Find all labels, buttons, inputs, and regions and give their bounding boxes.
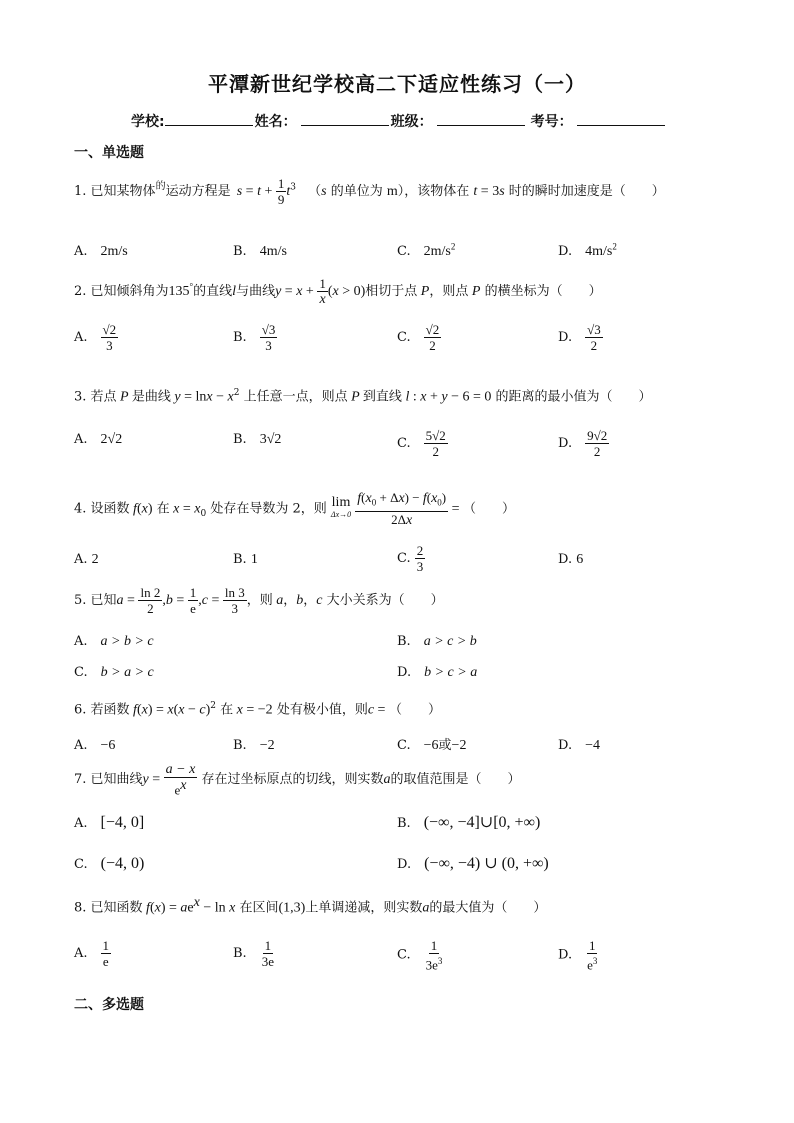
number-blank[interactable] — [577, 111, 665, 126]
name-label: 姓名： — [254, 114, 297, 130]
number-label: 考号： — [530, 114, 573, 130]
question-7: 7. 已知曲线y = $\frac{a - x}{e^x}$ 存在过坐标原点的切线，则实数a的取值范围是（ ） — [74, 762, 521, 798]
name-blank[interactable] — [301, 111, 389, 126]
option-b[interactable]: B. $\frac{√3}{3}$ — [233, 322, 276, 353]
question-number: 3. — [74, 389, 87, 405]
option-a[interactable]: A. $\frac{√2}{3}$ — [74, 322, 117, 353]
school-blank[interactable] — [165, 111, 253, 126]
option-c[interactable]: C. $\frac{5√2}{2}$ — [397, 428, 446, 459]
question-number: 6. — [74, 702, 87, 718]
option-b[interactable]: B. $\frac{1}{3e}$ — [233, 938, 274, 969]
option-d[interactable]: D. b > c > a — [397, 665, 478, 680]
question-text: 已知某物体$^的$运动方程是 — [90, 181, 231, 199]
question-8: 8. 已知函数 $f(x) = ae^x - \ln x$ 在区间(1,3)上单调递减，则实数a的最大值为（ ） — [74, 895, 547, 916]
option-d[interactable]: D. $\frac{9√2}{2}$ — [558, 428, 608, 459]
option-c[interactable]: C. (−4, 0) — [74, 855, 145, 872]
option-b[interactable]: B. 3√2 — [233, 432, 282, 447]
school-label: 学校: — [131, 114, 165, 130]
question-number: 8. — [74, 900, 87, 916]
option-a[interactable]: A. 2√2 — [74, 432, 123, 447]
class-blank[interactable] — [437, 111, 525, 126]
section-heading-single: 一、单选题 — [74, 145, 144, 161]
option-c[interactable]: C. −6或−2 — [397, 738, 467, 753]
option-d[interactable]: D. 6 — [558, 552, 584, 567]
question-1: 1. 已知某物体$^的$运动方程是 s = t + $\frac{1}{9}$ $t^3$ （s 的单位为 m），该物体在 t = 3s 时的瞬时加速度是（ ） — [74, 176, 665, 207]
option-b[interactable]: B. a > c > b — [397, 634, 477, 649]
question-number: 1. — [74, 184, 87, 199]
option-a[interactable]: A. 2 — [74, 552, 99, 567]
question-number: 2. — [74, 284, 87, 299]
question-number: 4. — [74, 501, 87, 517]
option-a[interactable]: A. 2m/s — [74, 244, 128, 259]
student-info-line — [131, 111, 665, 131]
option-d[interactable]: D. (−∞, −4) ∪ (0, +∞) — [397, 855, 549, 872]
question-number: 5. — [74, 593, 87, 608]
class-label: 班级： — [390, 114, 433, 130]
section-heading-multi: 二、多选题 — [74, 997, 144, 1013]
option-b[interactable]: B. (−∞, −4]∪[0, +∞) — [397, 814, 541, 831]
option-d[interactable]: D. $\frac{1}{e^3}$ — [558, 938, 598, 973]
option-c[interactable]: C. $\frac{√2}{2}$ — [397, 322, 440, 353]
option-d[interactable]: D. −4 — [558, 738, 600, 753]
option-a[interactable]: A. $\frac{1}{e}$ — [74, 938, 110, 969]
question-number: 7. — [74, 772, 87, 788]
formula: s = t + $\frac{1}{9}$ $t^3$ — [236, 176, 296, 207]
option-d[interactable]: D. $\frac{√3}{2}$ — [558, 322, 601, 353]
option-c[interactable]: C. b > a > c — [74, 665, 154, 680]
question-2: 2. 已知倾斜角为135°的直线l与曲线y = x + $\frac{1}{x}$ (x > 0)相切于点 P，则点 P 的横坐标为（ ） — [74, 276, 602, 307]
question-4: 4. 设函数 f(x) 在 $x = x_0$ 处存在导数为 2，则 lim Δx→0 $\frac{f(x_0 + \Delta x) - f(x_0)}{2\Delta x}$ = （ ） — [74, 490, 516, 528]
question-5: 5. 已知a = $\frac{\ln 2}{2}$ ,b = $\frac{1}{e}$ ,c = $\frac{\ln 3}{3}$ ，则 a，b，c 大小关系为（ ） — [74, 585, 444, 616]
option-a[interactable]: A. [−4, 0] — [74, 814, 145, 831]
option-d[interactable]: D. $4m/s^2$ — [558, 241, 617, 259]
option-c[interactable]: C. $2m/s^2$ — [397, 241, 456, 259]
option-a[interactable]: A. −6 — [74, 738, 116, 753]
option-b[interactable]: B. 4m/s — [233, 244, 287, 259]
option-c[interactable]: C. $\frac{2}{3}$ — [397, 543, 424, 574]
question-3: 3. 若点 P 是曲线 $y = \ln x - x^2$ 上任意一点，则点 P 到直线 l : x + y − 6 = 0 的距离的最小值为（ ） — [74, 388, 652, 405]
question-6: 6. 若函数 $f(x) = x(x - c)^2$ 在 x = −2 处有极小值，则c = （ ） — [74, 701, 441, 718]
option-b[interactable]: B. −2 — [233, 738, 275, 753]
option-a[interactable]: A. a > b > c — [74, 634, 154, 649]
option-c[interactable]: C. $\frac{1}{3e^3}$ — [397, 938, 443, 973]
page-title: 平潭新世纪学校高二下适应性练习（一） — [208, 72, 586, 96]
option-b[interactable]: B. 1 — [233, 552, 258, 567]
